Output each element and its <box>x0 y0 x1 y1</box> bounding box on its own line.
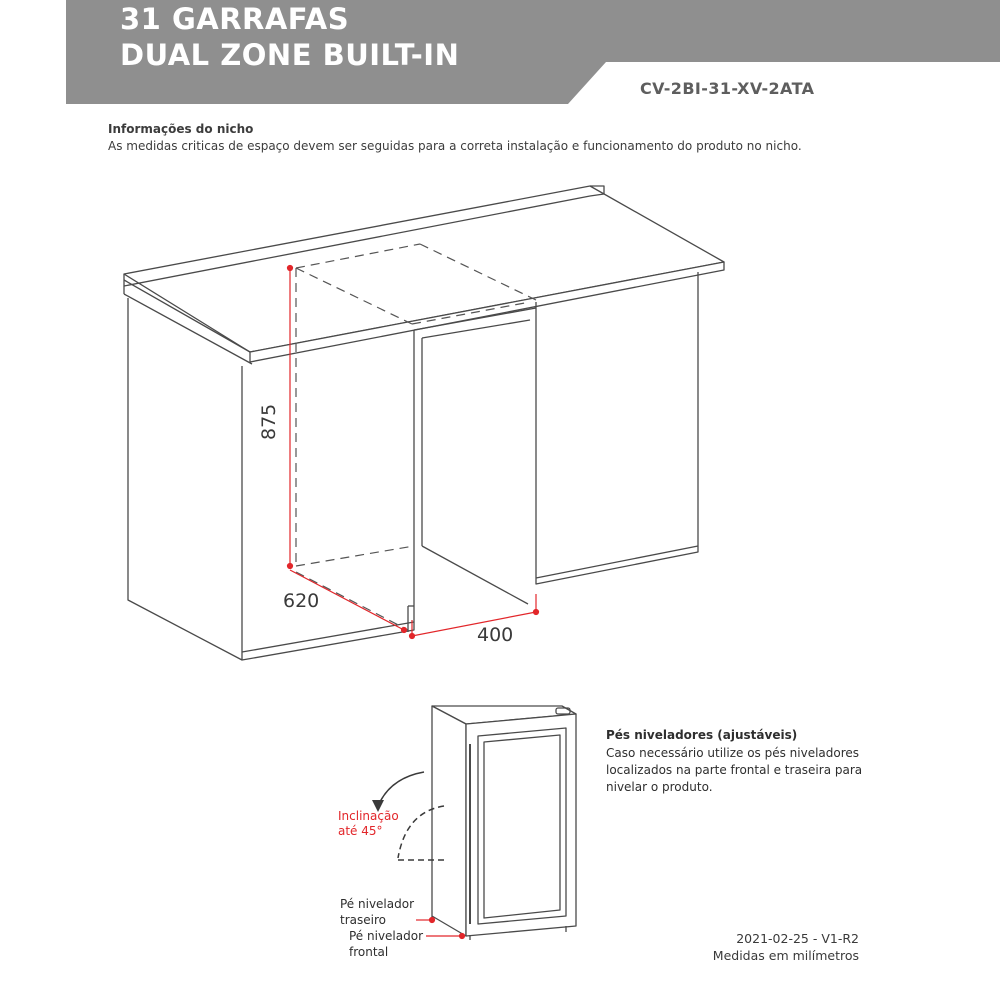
units-note: Medidas em milímetros <box>712 948 859 963</box>
dimension-depth-label: 620 <box>283 590 320 612</box>
dimension-width-label: 400 <box>477 624 514 646</box>
page-title-line-1: 31 GARRAFAS <box>120 2 350 36</box>
front-foot-label: Pé nivelador frontal <box>349 929 424 959</box>
revision-label: 2021-02-25 - V1-R2 <box>736 931 859 946</box>
levelers-description: Caso necessário utilize os pés niveladores localizados na parte frontal e traseira para nivelar o produto. <box>606 746 863 794</box>
dimension-height-label: 875 <box>258 403 280 440</box>
tilt-label: Inclinação até 45° <box>338 809 399 838</box>
wine-cooler-drawing <box>432 706 576 940</box>
model-code: CV-2BI-31-XV-2ATA <box>640 79 815 98</box>
page-title-line-2: DUAL ZONE BUILT-IN <box>120 38 460 72</box>
niche-heading: Informações do nicho <box>108 122 254 136</box>
rear-foot-label: Pé nivelador traseiro <box>340 897 415 927</box>
cabinet-drawing <box>124 186 724 660</box>
levelers-heading: Pés niveladores (ajustáveis) <box>606 728 798 742</box>
niche-description: As medidas criticas de espaço devem ser seguidas para a correta instalação e funcionamento do produto no nicho. <box>108 139 802 153</box>
